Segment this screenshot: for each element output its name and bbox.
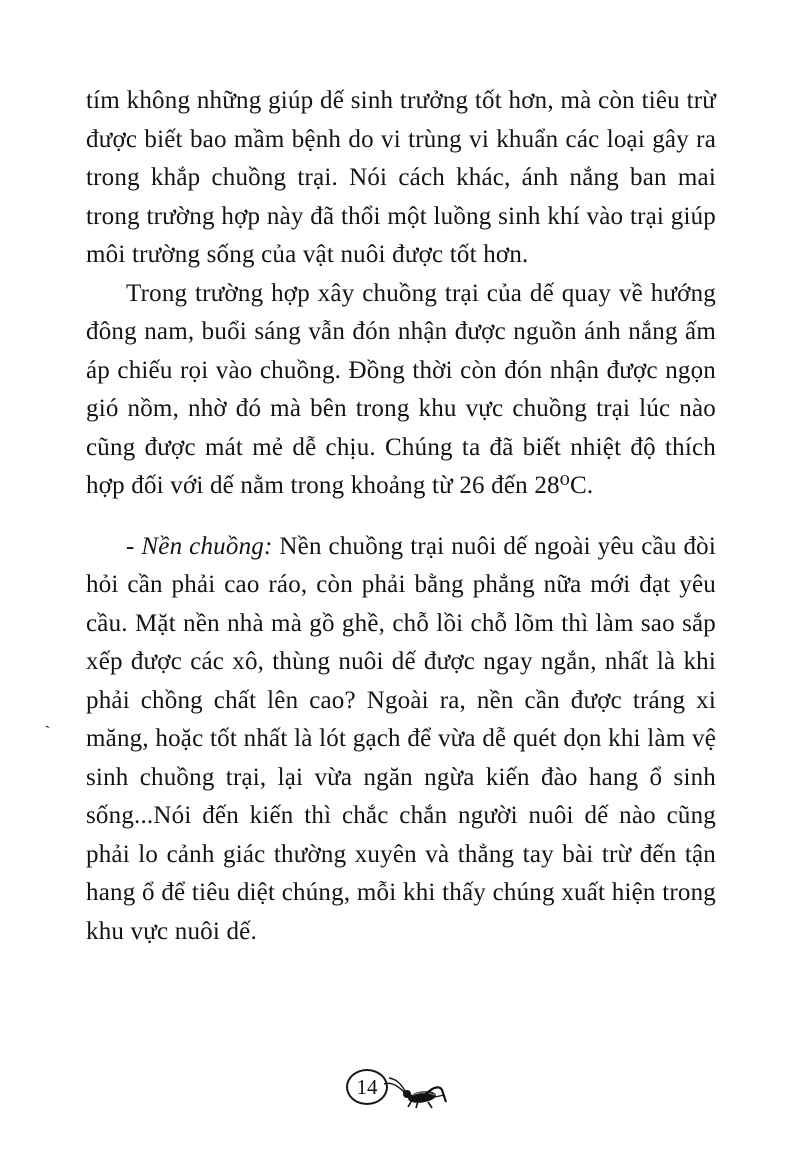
cricket-icon	[382, 1076, 454, 1112]
page-footer	[0, 1062, 800, 1112]
paragraph: Trong trường hợp xây chuồng trại của dế quay về hướng đông nam, buổi sáng vẫn đón nhận được nguồn ánh nắng ấm áp chiếu rọi vào chuồng. Đồng thời còn đón nhận được ngọn gió nồm, nhờ đó mà bên trong khu vực chuồng trại lúc nào cũng được mát mẻ dễ chịu. Chúng ta đã biết nhiệt độ thích hợp đối với dế nằm trong khoảng từ 26 đến 28⁰C.	[86, 279, 716, 499]
paragraph: tím không những giúp dế sinh trưởng tốt hơn, mà còn tiêu trừ được biết bao mầm bệnh do vi trùng vi khuẩn các loại gây ra trong khắp chuồng trại. Nói cách khác, ánh nắng ban mai trong trường hợp này đã thổi một luồng sinh khí vào trại giúp môi trường sống của vật nuôi được tốt hơn.	[86, 87, 716, 268]
paragraph-lead-italic: - Nền chuồng:	[126, 532, 280, 560]
scan-artifact-mark: `	[43, 721, 55, 743]
paragraph	[86, 528, 716, 952]
page-number: 14	[356, 1074, 378, 1099]
paragraph-body: Nền chuồng trại nuôi dế ngoài yêu cầu đòi hỏi cần phải cao ráo, còn phải bằng phẳng nữa mới đạt yêu cầu. Mặt nền nhà mà gồ ghề, chỗ lồi chỗ lõm thì làm sao sắp xếp được các xô, thùng nuôi dế được ngay ngắn, nhất là khi phải chồng chất lên cao? Ngoài ra, nền cần được tráng xi măng, hoặc tốt nhất là lót gạch để vừa dễ quét dọn khi làm vệ sinh chuồng trại, lại vừa ngăn ngừa kiến đào hang ổ sinh sống...Nói đến kiến thì chắc chắn người nuôi dế nào cũng phải lo cảnh giác thường xuyên và thẳng tay bài trừ đến tận hang ổ để tiêu diệt chúng, mỗi khi thấy chúng xuất hiện trong khu vực nuôi dế.	[86, 532, 716, 945]
